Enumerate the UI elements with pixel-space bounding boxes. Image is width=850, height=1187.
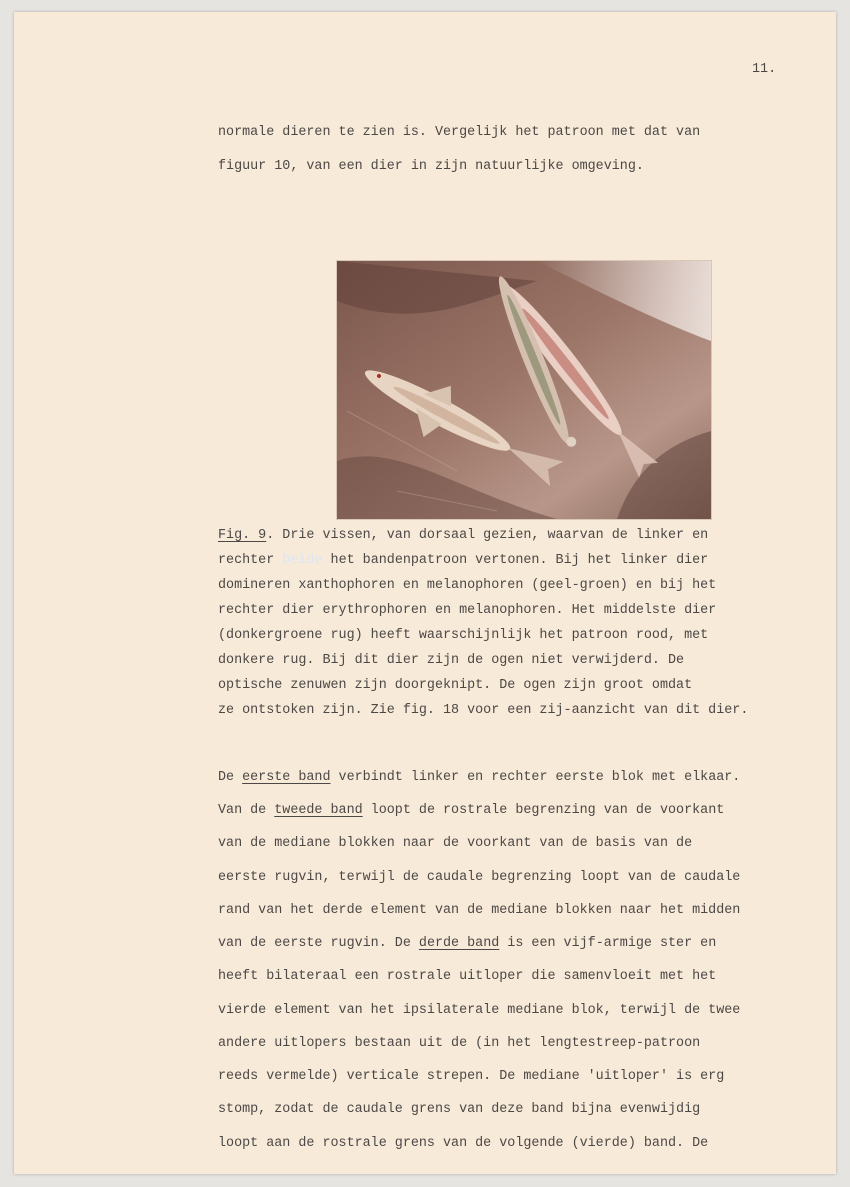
faint-overtyped-word: beide xyxy=(282,553,323,568)
term-derde-band: derde band xyxy=(418,936,500,951)
body-line-8: vierde element van het ipsilaterale mediane blok, terwijl de twee xyxy=(218,1003,741,1018)
page-number: 11. xyxy=(752,62,777,77)
body-line-7: heeft bilateraal een rostrale uitloper die samenvloeit met het xyxy=(218,969,717,984)
body-line-3: van de mediane blokken naar de voorkant van de basis van de xyxy=(218,836,693,851)
term-tweede-band: tweede band xyxy=(274,803,363,818)
body-line-6: van de eerste rugvin. De derde band is een vijf-armige ster en xyxy=(218,936,717,951)
caption-line-3: domineren xanthophoren en melanophoren (geel-groen) en bij het xyxy=(218,578,717,593)
document-page xyxy=(14,12,836,1174)
body-line-1: De eerste band verbindt linker en rechter eerste blok met elkaar. xyxy=(218,770,741,785)
body-line-2: Van de tweede band loopt de rostrale begrenzing van de voorkant xyxy=(218,803,725,818)
intro-line-2: figuur 10, van een dier in zijn natuurlijke omgeving. xyxy=(218,159,644,174)
caption-line-8: ze ontstoken zijn. Zie fig. 18 voor een zij-aanzicht van dit dier. xyxy=(218,703,749,718)
body-line-9: andere uitlopers bestaan uit de (in het lengtestreep-patroon xyxy=(218,1036,701,1051)
body-line-10: reeds vermelde) verticale strepen. De mediane 'uitloper' is erg xyxy=(218,1069,725,1084)
caption-line-2: rechter beide het bandenpatroon vertonen. Bij het linker dier xyxy=(218,553,709,568)
caption-line-1: Fig. 9. Drie vissen, van dorsaal gezien, waarvan de linker en xyxy=(218,528,709,543)
fish-photograph xyxy=(336,260,712,520)
caption-line-6: donkere rug. Bij dit dier zijn de ogen niet verwijderd. De xyxy=(218,653,685,668)
term-eerste-band: eerste band xyxy=(242,770,331,785)
intro-line-1: normale dieren te zien is. Vergelijk het patroon met dat van xyxy=(218,125,701,140)
caption-line-4: rechter dier erythrophoren en melanophoren. Het middelste dier xyxy=(218,603,717,618)
body-line-5: rand van het derde element van de mediane blokken naar het midden xyxy=(218,903,741,918)
figure-label: Fig. 9 xyxy=(218,528,267,543)
caption-line-5: (donkergroene rug) heeft waarschijnlijk het patroon rood, met xyxy=(218,628,709,643)
body-line-11: stomp, zodat de caudale grens van deze band bijna evenwijdig xyxy=(218,1102,701,1117)
body-line-4: eerste rugvin, terwijl de caudale begrenzing loopt van de caudale xyxy=(218,870,741,885)
body-line-12: loopt aan de rostrale grens van de volgende (vierde) band. De xyxy=(218,1136,709,1151)
caption-line-7: optische zenuwen zijn doorgeknipt. De ogen zijn groot omdat xyxy=(218,678,693,693)
